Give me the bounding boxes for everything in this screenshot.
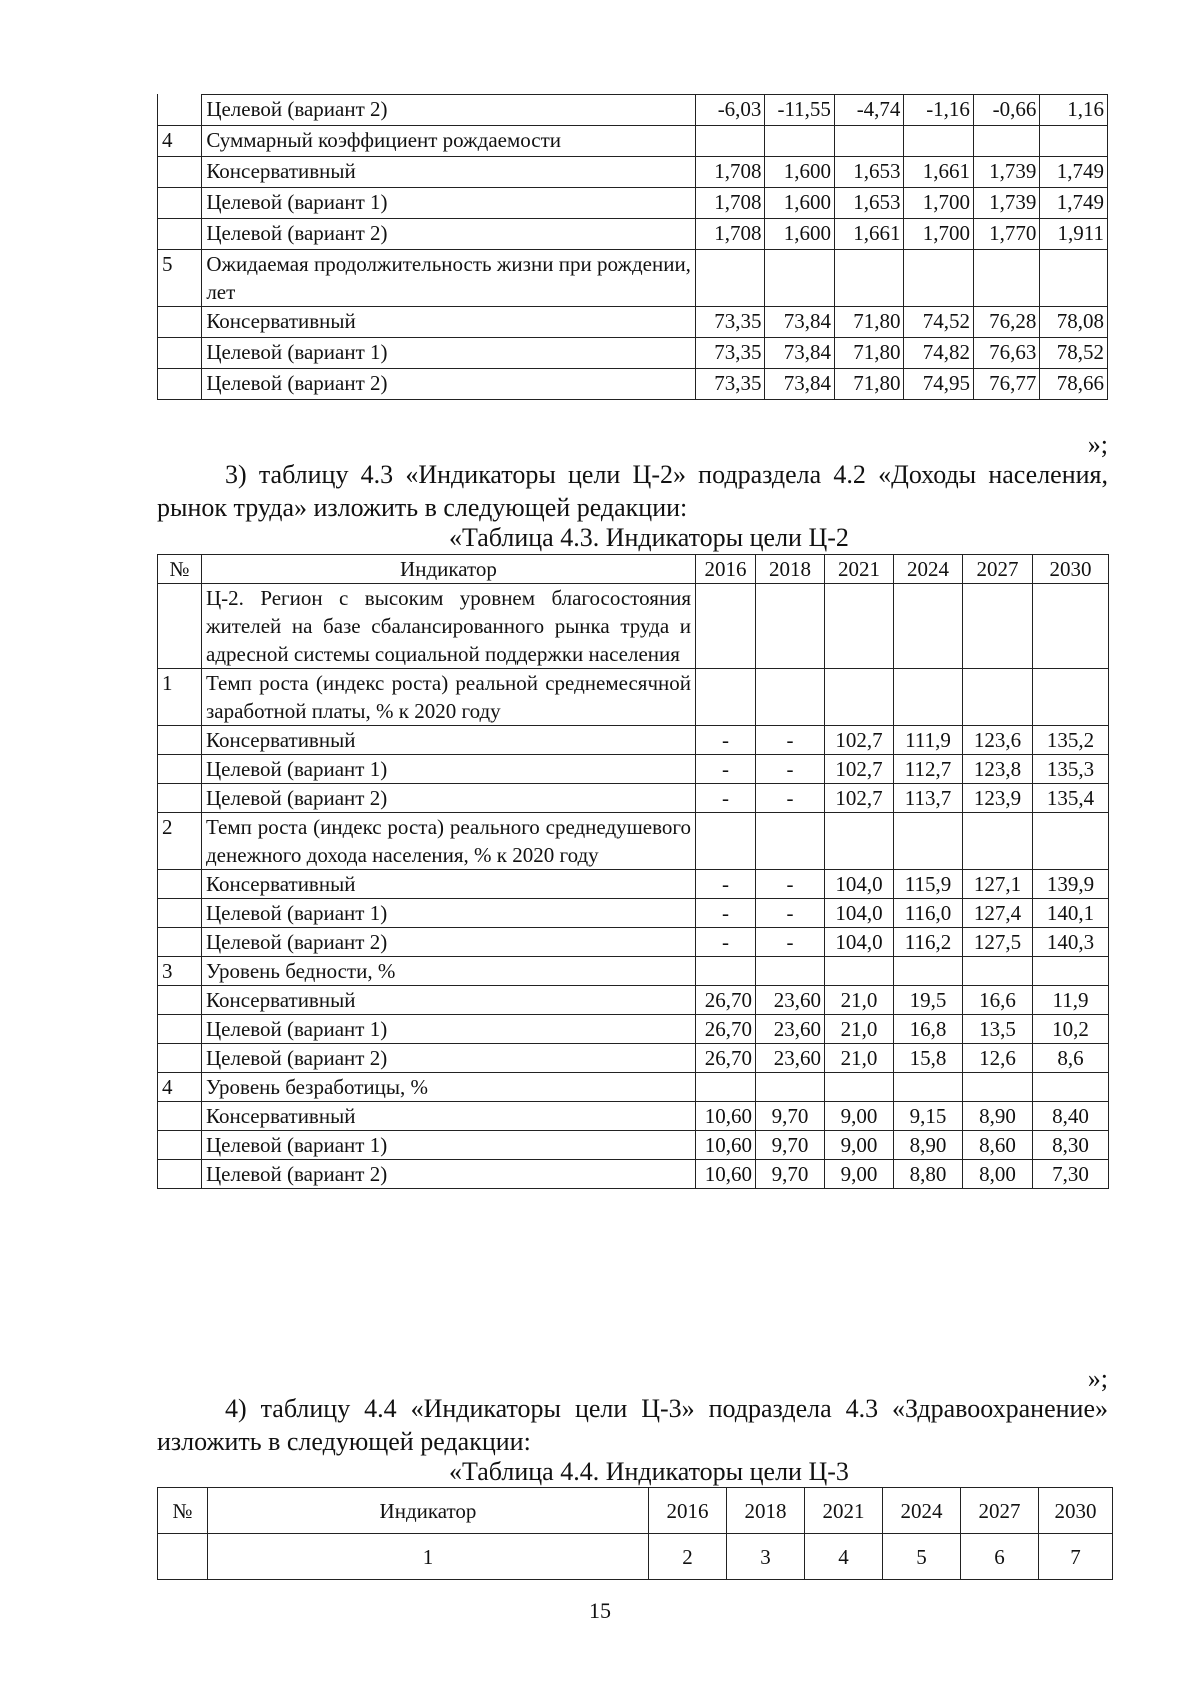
row-label: Целевой (вариант 2) bbox=[202, 784, 696, 813]
row-number: 5 bbox=[158, 250, 202, 307]
value-cell: 9,15 bbox=[894, 1102, 963, 1131]
value-cell bbox=[696, 957, 756, 986]
value-cell: 23,60 bbox=[756, 1044, 825, 1073]
value-cell: 127,1 bbox=[963, 870, 1033, 899]
value-cell bbox=[1033, 584, 1109, 669]
value-cell: - bbox=[696, 928, 756, 957]
value-cell: 9,70 bbox=[756, 1102, 825, 1131]
table-row bbox=[158, 188, 1108, 219]
row-number bbox=[158, 369, 202, 400]
row-label: Целевой (вариант 2) bbox=[202, 95, 696, 126]
table-row bbox=[158, 126, 1108, 157]
value-cell bbox=[765, 250, 835, 307]
value-cell: - bbox=[756, 784, 825, 813]
value-cell: 76,28 bbox=[973, 307, 1039, 338]
value-cell: 73,35 bbox=[695, 307, 765, 338]
row-label: Консервативный bbox=[202, 726, 696, 755]
value-cell: 139,9 bbox=[1033, 870, 1109, 899]
value-cell bbox=[825, 669, 894, 726]
table-row bbox=[158, 584, 1109, 669]
value-cell: 10,2 bbox=[1033, 1015, 1109, 1044]
value-cell: 19,5 bbox=[894, 986, 963, 1015]
value-cell bbox=[834, 250, 904, 307]
value-cell: 26,70 bbox=[696, 1015, 756, 1044]
value-cell bbox=[696, 584, 756, 669]
value-cell: 1,708 bbox=[695, 188, 765, 219]
row-number bbox=[158, 1160, 202, 1189]
value-cell: 71,80 bbox=[834, 369, 904, 400]
table-43-caption: «Таблица 4.3. Индикаторы цели Ц-2 bbox=[449, 523, 849, 552]
value-cell bbox=[756, 1073, 825, 1102]
numbering-row bbox=[158, 1534, 1113, 1580]
value-cell bbox=[825, 584, 894, 669]
row-label: Консервативный bbox=[202, 307, 696, 338]
value-cell: - bbox=[756, 726, 825, 755]
column-header: 2030 bbox=[1033, 555, 1109, 584]
row-number bbox=[158, 157, 202, 188]
value-cell: 16,6 bbox=[963, 986, 1033, 1015]
value-cell: 8,90 bbox=[963, 1102, 1033, 1131]
value-cell bbox=[825, 813, 894, 870]
table-row bbox=[158, 219, 1108, 250]
table-row bbox=[158, 669, 1109, 726]
value-cell: 1,700 bbox=[904, 219, 974, 250]
value-cell: 135,4 bbox=[1033, 784, 1109, 813]
table-row bbox=[158, 870, 1109, 899]
value-cell: 73,35 bbox=[695, 369, 765, 400]
value-cell: 23,60 bbox=[756, 986, 825, 1015]
value-cell: 113,7 bbox=[894, 784, 963, 813]
value-cell bbox=[894, 1073, 963, 1102]
value-cell: 111,9 bbox=[894, 726, 963, 755]
table-row bbox=[158, 1131, 1109, 1160]
value-cell: 140,3 bbox=[1033, 928, 1109, 957]
value-cell: 74,95 bbox=[904, 369, 974, 400]
column-header: 2016 bbox=[696, 555, 756, 584]
value-cell: 7,30 bbox=[1033, 1160, 1109, 1189]
numbering-cell: 7 bbox=[1039, 1534, 1113, 1580]
value-cell: 74,52 bbox=[904, 307, 974, 338]
column-header: 2030 bbox=[1039, 1488, 1113, 1534]
value-cell: 1,600 bbox=[765, 219, 835, 250]
numbering-cell: 2 bbox=[649, 1534, 727, 1580]
column-header: 2021 bbox=[805, 1488, 883, 1534]
table-row bbox=[158, 1102, 1109, 1131]
row-label: Целевой (вариант 1) bbox=[202, 1015, 696, 1044]
value-cell bbox=[756, 957, 825, 986]
numbering-cell bbox=[158, 1534, 208, 1580]
value-cell: -6,03 bbox=[695, 95, 765, 126]
row-label: Целевой (вариант 2) bbox=[202, 1044, 696, 1073]
table-row bbox=[158, 928, 1109, 957]
value-cell: 1,770 bbox=[973, 219, 1039, 250]
value-cell: 102,7 bbox=[825, 726, 894, 755]
value-cell bbox=[695, 250, 765, 307]
value-cell bbox=[1033, 1073, 1109, 1102]
row-number: 2 bbox=[158, 813, 202, 870]
value-cell: 8,6 bbox=[1033, 1044, 1109, 1073]
row-label: Ц-2. Регион с высоким уровнем благосостояния жителей на базе сбалансированного рынка труда и адресной системы социальной поддержки населения bbox=[202, 584, 696, 669]
numbering-cell: 6 bbox=[961, 1534, 1039, 1580]
value-cell: 10,60 bbox=[696, 1102, 756, 1131]
value-cell bbox=[963, 669, 1033, 726]
row-number bbox=[158, 784, 202, 813]
row-number bbox=[158, 584, 202, 669]
value-cell bbox=[695, 126, 765, 157]
row-label: Уровень бедности, % bbox=[202, 957, 696, 986]
value-cell: 112,7 bbox=[894, 755, 963, 784]
table-4-4 bbox=[157, 1487, 1113, 1580]
value-cell: 21,0 bbox=[825, 986, 894, 1015]
value-cell: 73,84 bbox=[765, 338, 835, 369]
value-cell bbox=[1033, 957, 1109, 986]
table-row bbox=[158, 250, 1108, 307]
value-cell: 13,5 bbox=[963, 1015, 1033, 1044]
row-label: Уровень безработицы, % bbox=[202, 1073, 696, 1102]
table-row bbox=[158, 1073, 1109, 1102]
value-cell: - bbox=[756, 899, 825, 928]
table-row bbox=[158, 95, 1108, 126]
value-cell bbox=[894, 584, 963, 669]
row-number: 1 bbox=[158, 669, 202, 726]
value-cell: 115,9 bbox=[894, 870, 963, 899]
row-label: Целевой (вариант 2) bbox=[202, 369, 696, 400]
value-cell bbox=[1033, 813, 1109, 870]
row-number bbox=[158, 870, 202, 899]
value-cell: 71,80 bbox=[834, 338, 904, 369]
value-cell bbox=[963, 813, 1033, 870]
row-number bbox=[158, 1015, 202, 1044]
value-cell bbox=[904, 126, 974, 157]
table-row bbox=[158, 899, 1109, 928]
table-row bbox=[158, 1015, 1109, 1044]
row-label: Целевой (вариант 2) bbox=[202, 1160, 696, 1189]
paragraph-4: 4) таблицу 4.4 «Индикаторы цели Ц-3» подраздела 4.3 «Здравоохранение» изложить в следующей редакции: bbox=[157, 1394, 1108, 1456]
column-header: 2018 bbox=[727, 1488, 805, 1534]
value-cell bbox=[963, 1073, 1033, 1102]
value-cell: 23,60 bbox=[756, 1015, 825, 1044]
row-number bbox=[158, 219, 202, 250]
value-cell: 8,90 bbox=[894, 1131, 963, 1160]
value-cell: 10,60 bbox=[696, 1131, 756, 1160]
value-cell: 104,0 bbox=[825, 899, 894, 928]
value-cell: 26,70 bbox=[696, 1044, 756, 1073]
table-row bbox=[158, 813, 1109, 870]
table-row bbox=[158, 957, 1109, 986]
value-cell bbox=[825, 1073, 894, 1102]
value-cell: 1,749 bbox=[1040, 157, 1108, 188]
row-label: Консервативный bbox=[202, 870, 696, 899]
value-cell bbox=[696, 1073, 756, 1102]
value-cell: 1,739 bbox=[973, 157, 1039, 188]
row-label: Целевой (вариант 1) bbox=[202, 338, 696, 369]
table-44-caption: «Таблица 4.4. Индикаторы цели Ц-3 bbox=[449, 1457, 849, 1486]
value-cell: 1,600 bbox=[765, 188, 835, 219]
page-number: 15 bbox=[589, 1598, 611, 1623]
value-cell: 73,35 bbox=[695, 338, 765, 369]
column-header: 2027 bbox=[961, 1488, 1039, 1534]
value-cell bbox=[963, 957, 1033, 986]
row-number bbox=[158, 307, 202, 338]
row-number bbox=[158, 928, 202, 957]
numbering-cell: 5 bbox=[883, 1534, 961, 1580]
row-label: Ожидаемая продолжительность жизни при рождении, лет bbox=[202, 250, 696, 307]
row-number bbox=[158, 726, 202, 755]
column-header: Индикатор bbox=[202, 555, 696, 584]
value-cell: 74,82 bbox=[904, 338, 974, 369]
value-cell: 71,80 bbox=[834, 307, 904, 338]
value-cell: - bbox=[696, 899, 756, 928]
value-cell: 76,77 bbox=[973, 369, 1039, 400]
row-label: Темп роста (индекс роста) реального среднедушевого денежного дохода населения, % к 2020 году bbox=[202, 813, 696, 870]
row-label: Суммарный коэффициент рождаемости bbox=[202, 126, 696, 157]
row-number bbox=[158, 338, 202, 369]
value-cell bbox=[963, 584, 1033, 669]
value-cell: 102,7 bbox=[825, 784, 894, 813]
table-row bbox=[158, 726, 1109, 755]
value-cell bbox=[696, 813, 756, 870]
row-label: Целевой (вариант 2) bbox=[202, 219, 696, 250]
value-cell: 135,3 bbox=[1033, 755, 1109, 784]
value-cell: 21,0 bbox=[825, 1044, 894, 1073]
value-cell: 1,16 bbox=[1040, 95, 1108, 126]
value-cell: 1,661 bbox=[834, 219, 904, 250]
value-cell bbox=[756, 584, 825, 669]
value-cell: 9,00 bbox=[825, 1131, 894, 1160]
value-cell: 127,4 bbox=[963, 899, 1033, 928]
value-cell: 1,739 bbox=[973, 188, 1039, 219]
numbering-cell: 1 bbox=[208, 1534, 649, 1580]
value-cell bbox=[756, 813, 825, 870]
value-cell bbox=[825, 957, 894, 986]
column-header: № bbox=[158, 1488, 208, 1534]
value-cell: 104,0 bbox=[825, 928, 894, 957]
row-number: 4 bbox=[158, 126, 202, 157]
value-cell bbox=[894, 669, 963, 726]
value-cell: 104,0 bbox=[825, 870, 894, 899]
column-header: 2024 bbox=[883, 1488, 961, 1534]
value-cell: 8,30 bbox=[1033, 1131, 1109, 1160]
value-cell: - bbox=[696, 755, 756, 784]
value-cell bbox=[1040, 250, 1108, 307]
value-cell: 123,9 bbox=[963, 784, 1033, 813]
row-number bbox=[158, 188, 202, 219]
value-cell: 11,9 bbox=[1033, 986, 1109, 1015]
value-cell bbox=[973, 250, 1039, 307]
value-cell: - bbox=[696, 870, 756, 899]
table-row bbox=[158, 784, 1109, 813]
continued-table bbox=[157, 94, 1108, 400]
value-cell: 76,63 bbox=[973, 338, 1039, 369]
column-header: № bbox=[158, 555, 202, 584]
header-row bbox=[158, 555, 1109, 584]
value-cell: 9,70 bbox=[756, 1160, 825, 1189]
value-cell: 78,52 bbox=[1040, 338, 1108, 369]
value-cell: 135,2 bbox=[1033, 726, 1109, 755]
column-header: 2018 bbox=[756, 555, 825, 584]
value-cell: 123,6 bbox=[963, 726, 1033, 755]
row-label: Темп роста (индекс роста) реальной среднемесячной заработной платы, % к 2020 году bbox=[202, 669, 696, 726]
value-cell bbox=[1033, 669, 1109, 726]
row-number bbox=[158, 1102, 202, 1131]
table-row bbox=[158, 986, 1109, 1015]
row-number bbox=[158, 986, 202, 1015]
column-header: Индикатор bbox=[208, 1488, 649, 1534]
value-cell bbox=[973, 126, 1039, 157]
value-cell: 8,60 bbox=[963, 1131, 1033, 1160]
value-cell bbox=[894, 957, 963, 986]
value-cell: 78,08 bbox=[1040, 307, 1108, 338]
value-cell: 9,00 bbox=[825, 1102, 894, 1131]
value-cell: 8,00 bbox=[963, 1160, 1033, 1189]
value-cell bbox=[904, 250, 974, 307]
value-cell: 116,2 bbox=[894, 928, 963, 957]
table-row bbox=[158, 755, 1109, 784]
column-header: 2027 bbox=[963, 555, 1033, 584]
value-cell: 1,661 bbox=[904, 157, 974, 188]
table-row bbox=[158, 369, 1108, 400]
value-cell bbox=[1040, 126, 1108, 157]
value-cell: 1,600 bbox=[765, 157, 835, 188]
row-number bbox=[158, 1044, 202, 1073]
value-cell: 1,708 bbox=[695, 219, 765, 250]
column-header: 2021 bbox=[825, 555, 894, 584]
header-row bbox=[158, 1488, 1113, 1534]
row-number: 4 bbox=[158, 1073, 202, 1102]
value-cell bbox=[834, 126, 904, 157]
table-row bbox=[158, 307, 1108, 338]
row-number: 3 bbox=[158, 957, 202, 986]
value-cell: 78,66 bbox=[1040, 369, 1108, 400]
value-cell: 127,5 bbox=[963, 928, 1033, 957]
value-cell: 15,8 bbox=[894, 1044, 963, 1073]
value-cell: - bbox=[756, 755, 825, 784]
value-cell: 1,653 bbox=[834, 188, 904, 219]
numbering-cell: 4 bbox=[805, 1534, 883, 1580]
row-number bbox=[158, 899, 202, 928]
table-4-3 bbox=[157, 554, 1109, 1189]
value-cell: 8,80 bbox=[894, 1160, 963, 1189]
row-label: Целевой (вариант 1) bbox=[202, 755, 696, 784]
row-number bbox=[158, 95, 202, 126]
numbering-cell: 3 bbox=[727, 1534, 805, 1580]
column-header: 2016 bbox=[649, 1488, 727, 1534]
value-cell bbox=[765, 126, 835, 157]
table-row bbox=[158, 1044, 1109, 1073]
column-header: 2024 bbox=[894, 555, 963, 584]
value-cell: 140,1 bbox=[1033, 899, 1109, 928]
value-cell: 1,700 bbox=[904, 188, 974, 219]
value-cell: -1,16 bbox=[904, 95, 974, 126]
value-cell: 123,8 bbox=[963, 755, 1033, 784]
value-cell: 1,653 bbox=[834, 157, 904, 188]
row-label: Целевой (вариант 1) bbox=[202, 899, 696, 928]
value-cell: -4,74 bbox=[834, 95, 904, 126]
value-cell: 10,60 bbox=[696, 1160, 756, 1189]
row-number bbox=[158, 1131, 202, 1160]
table-row bbox=[158, 157, 1108, 188]
value-cell bbox=[756, 669, 825, 726]
value-cell bbox=[894, 813, 963, 870]
value-cell: 8,40 bbox=[1033, 1102, 1109, 1131]
value-cell: - bbox=[756, 870, 825, 899]
value-cell: 1,749 bbox=[1040, 188, 1108, 219]
value-cell bbox=[696, 669, 756, 726]
value-cell: 9,00 bbox=[825, 1160, 894, 1189]
table-row bbox=[158, 338, 1108, 369]
table-row bbox=[158, 1160, 1109, 1189]
value-cell: 12,6 bbox=[963, 1044, 1033, 1073]
value-cell: - bbox=[696, 784, 756, 813]
value-cell: 73,84 bbox=[765, 369, 835, 400]
row-number bbox=[158, 755, 202, 784]
value-cell: - bbox=[756, 928, 825, 957]
value-cell: - bbox=[696, 726, 756, 755]
value-cell: -0,66 bbox=[973, 95, 1039, 126]
row-label: Целевой (вариант 2) bbox=[202, 928, 696, 957]
row-label: Консервативный bbox=[202, 157, 696, 188]
row-label: Целевой (вариант 1) bbox=[202, 1131, 696, 1160]
value-cell: 16,8 bbox=[894, 1015, 963, 1044]
closing-quote: »; bbox=[1087, 1364, 1108, 1393]
value-cell: 1,708 bbox=[695, 157, 765, 188]
value-cell: 1,911 bbox=[1040, 219, 1108, 250]
value-cell: 102,7 bbox=[825, 755, 894, 784]
paragraph-3: 3) таблицу 4.3 «Индикаторы цели Ц-2» подраздела 4.2 «Доходы населения, рынок труда» изложить в следующей редакции: bbox=[157, 460, 1108, 522]
value-cell: 116,0 bbox=[894, 899, 963, 928]
row-label: Консервативный bbox=[202, 1102, 696, 1131]
value-cell: 26,70 bbox=[696, 986, 756, 1015]
closing-quote: »; bbox=[1087, 430, 1108, 459]
row-label: Консервативный bbox=[202, 986, 696, 1015]
row-label: Целевой (вариант 1) bbox=[202, 188, 696, 219]
value-cell: 21,0 bbox=[825, 1015, 894, 1044]
value-cell: 9,70 bbox=[756, 1131, 825, 1160]
value-cell: -11,55 bbox=[765, 95, 835, 126]
value-cell: 73,84 bbox=[765, 307, 835, 338]
